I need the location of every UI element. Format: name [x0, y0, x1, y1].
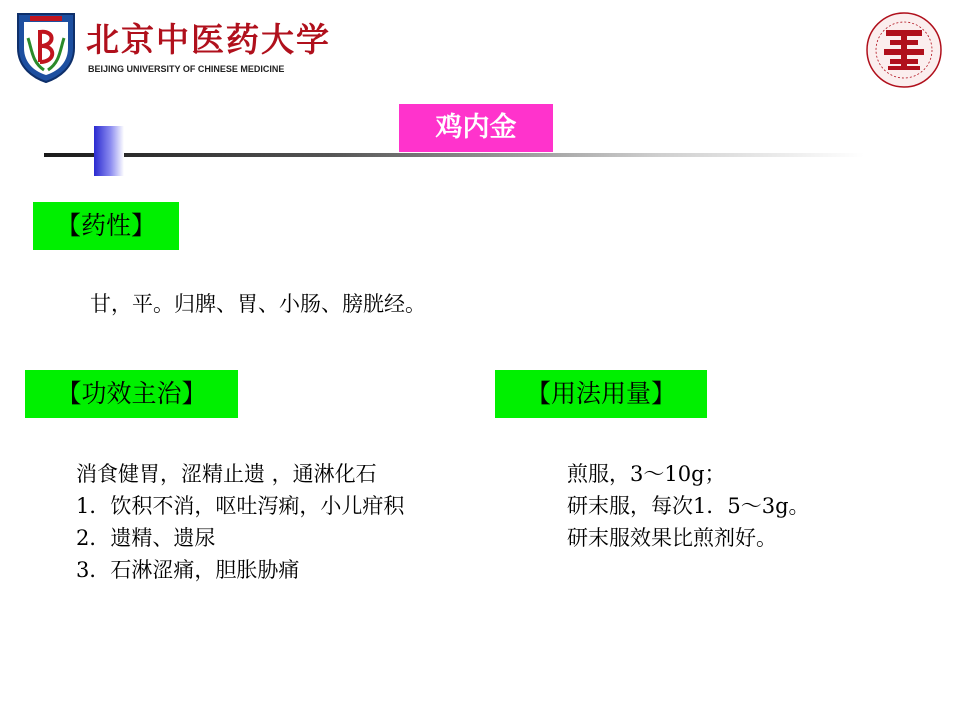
- title-divider-line: [44, 153, 864, 157]
- function-list: [76, 458, 404, 586]
- section-heading-usage: 【用法用量】: [495, 370, 707, 418]
- list-item: 研末服，每次1．5～3g。: [567, 494, 810, 518]
- usage-list: [567, 458, 810, 554]
- page-title: 鸡内金: [399, 104, 553, 152]
- list-item: 研末服效果比煎剂好。: [567, 526, 777, 550]
- list-item: 1．饮积不消，呕吐泻痢，小儿疳积: [76, 494, 405, 518]
- list-item: 2．遗精、遗尿: [76, 526, 216, 550]
- university-name-chinese: 北京中医药大学: [86, 20, 331, 59]
- title-divider-accent: [94, 126, 124, 176]
- section-heading-property: 【药性】: [33, 202, 179, 250]
- university-name-english: BEIJING UNIVERSITY OF CHINESE MEDICINE: [88, 64, 285, 74]
- list-item: 煎服，3～10g；: [567, 462, 726, 486]
- list-item: 3．石淋涩痛，胆胀胁痛: [76, 558, 300, 582]
- university-emblem-icon: [14, 10, 78, 84]
- property-description: 甘，平。归脾、胃、小肠、膀胱经。: [90, 292, 426, 316]
- list-item: 消食健胃，涩精止遗 ，通淋化石: [76, 462, 377, 486]
- seal-icon: [862, 10, 946, 90]
- section-heading-function: 【功效主治】: [25, 370, 238, 418]
